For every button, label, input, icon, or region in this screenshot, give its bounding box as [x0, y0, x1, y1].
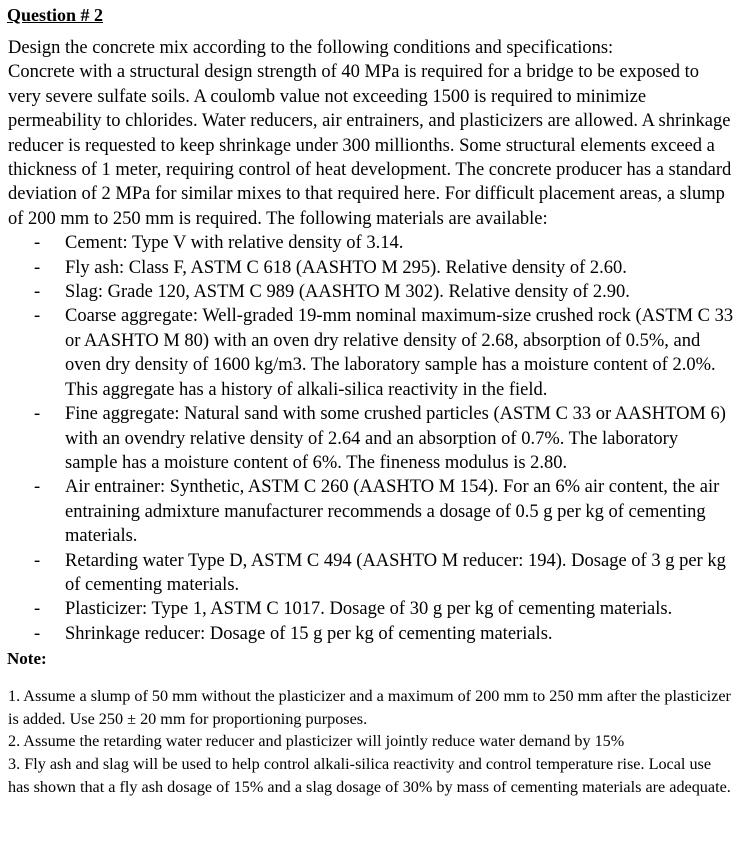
bullet-dash: - [34, 599, 41, 620]
material-item-retarding-water [6, 549, 734, 598]
bullet-dash: - [34, 477, 41, 498]
material-text: Plasticizer: Type 1, ASTM C 1017. Dosage of 30 g per kg of cementing materials. [65, 599, 673, 620]
material-item-cement [6, 231, 734, 255]
bullet-dash: - [34, 306, 41, 327]
material-text: Fly ash: Class F, ASTM C 618 (AASHTO M 295). Relative density of 2.60. [65, 257, 627, 278]
note-item: 3. Fly ash and slag will be used to help control alkali-silica reactivity and control temperature rise. Local use has shown that a fly ash dosage of 15% and a slag dosage of 30% by mass of cementing materials are adequate. [8, 754, 731, 796]
material-item-coarse-aggregate [6, 304, 734, 402]
material-item-fine-aggregate [6, 402, 734, 475]
material-item-air-entrainer [6, 475, 734, 548]
material-text: Fine aggregate: Natural sand with some crushed particles (ASTM C 33 or AASHTOM 6) with an ovendry relative density of 2.64 and an absorption of 0.7%. The laboratory sample has a moisture content of 6%. The fineness modulus is 2.80. [65, 404, 726, 473]
note-label: Note: [7, 649, 47, 669]
material-text: Air entrainer: Synthetic, ASTM C 260 (AASHTO M 154). For an 6% air content, the air entraining admixture manufacturer recommends a dosage of 0.5 g per kg of cementing materials. [65, 477, 720, 547]
bullet-dash: - [34, 623, 41, 644]
material-text: Cement: Type V with relative density of 3.14. [65, 233, 404, 254]
intro-paragraph: Concrete with a structural design strength of 40 MPa is required for a bridge to be exposed to very severe sulfate soils. A coulomb value not exceeding 1500 is required to minimize permeability to chlorides. Water reducers, air entrainers, and plasticizers are allowed. A shrinkage reducer is requested to keep shrinkage under 300 millionths. Some structural elements exceed a thickness of 1 meter, requiring control of heat development. The concrete producer has a standard deviation of 2 MPa for similar mixes to that required here. For difficult placement areas, a slump of 200 mm to 250 mm is required. The following materials are available: [8, 62, 732, 229]
intro-line: Design the concrete mix according to the following conditions and specifications: [8, 38, 614, 58]
bullet-dash: - [34, 404, 41, 425]
material-item-slag [6, 280, 734, 304]
bullet-dash: - [34, 282, 41, 303]
material-item-plasticizer [6, 597, 734, 621]
bullet-dash: - [34, 233, 41, 254]
material-item-fly-ash [6, 256, 734, 280]
bullet-dash: - [34, 550, 41, 571]
bullet-dash: - [34, 257, 41, 278]
intro-text [6, 36, 734, 231]
question-title: Question # 2 [7, 5, 104, 25]
note-item: 2. Assume the retarding water reducer and plasticizer will jointly reduce water demand by 15% [8, 732, 625, 751]
material-text: Shrinkage reducer: Dosage of 15 g per kg of cementing materials. [65, 623, 553, 644]
material-text: Retarding water Type D, ASTM C 494 (AASHTO M reducer: 194). Dosage of 3 g per kg of cementing materials. [65, 550, 726, 595]
materials-list [6, 231, 734, 646]
material-text: Coarse aggregate: Well-graded 19-mm nominal maximum-size crushed rock (ASTM C 33 or AASHTO M 80) with an oven dry relative density of 2.68, absorption of 0.5%, and oven dry density of 1600 kg/m3. The laboratory sample has a moisture content of 2.0%. This aggregate has a history of alkali-silica reactivity in the field. [65, 306, 734, 400]
notes-list [6, 685, 734, 798]
material-item-shrinkage-reducer [6, 622, 734, 646]
note-item: 1. Assume a slump of 50 mm without the plasticizer and a maximum of 200 mm to 250 mm after the plasticizer is added. Use 250 ± 20 mm for proportioning purposes. [8, 687, 731, 728]
material-text: Slag: Grade 120, ASTM C 989 (AASHTO M 302). Relative density of 2.90. [65, 282, 630, 303]
